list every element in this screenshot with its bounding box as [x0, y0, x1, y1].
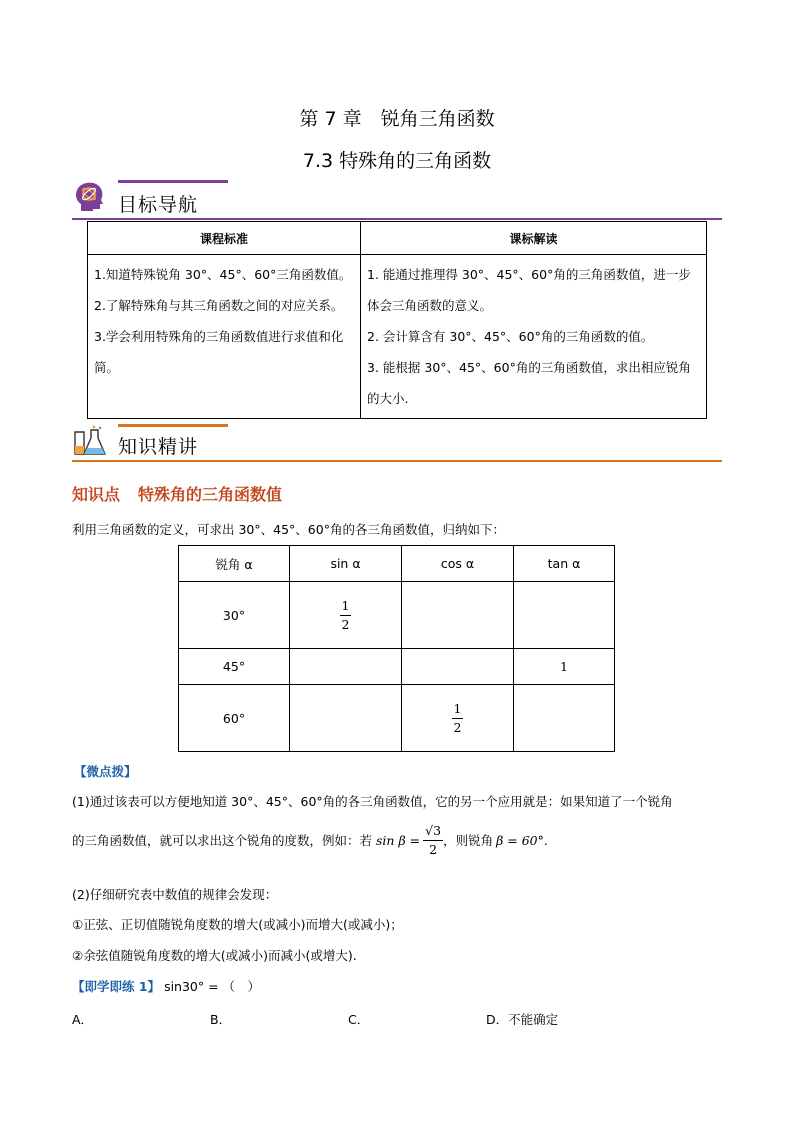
header-angle: 锐角 α — [179, 546, 290, 582]
objectives-standard-cell — [88, 255, 361, 419]
fraction: $\frac{1}{2}$ — [341, 597, 350, 632]
sin-cell — [290, 685, 402, 752]
flask-icon — [72, 424, 108, 464]
knowledge-divider — [72, 460, 722, 462]
objectives-header-standard: 课程标准 — [88, 222, 361, 255]
interpretation-item: 1. 能通过推理得 30°、45°、60°角的三角函数值，进一步体会三角函数的意义。 — [367, 267, 691, 313]
objectives-interpretation-cell — [361, 255, 707, 419]
angle-cell: 30° — [179, 582, 290, 649]
angle-cell: 60° — [179, 685, 290, 752]
exercise-label: 【即学即练 1】 — [72, 979, 161, 994]
sin-beta-expression: sin β = — [376, 832, 421, 848]
knowledge-point-title — [72, 482, 300, 505]
trig-values-table — [178, 545, 615, 752]
standard-item: 3.学会利用特殊角的三角函数值进行求值和化简。 — [94, 329, 344, 375]
sin-cell — [290, 582, 402, 649]
goal-heading-accent — [118, 180, 228, 183]
option-c[interactable]: C． — [348, 1012, 370, 1027]
cos-cell — [402, 582, 514, 649]
sin-cell — [290, 649, 402, 685]
standard-item: 2.了解特殊角与其三角函数之间的对应关系。 — [94, 298, 344, 313]
knowledge-heading: 知识精讲 — [118, 436, 199, 458]
objectives-header-interpretation: 课标解读 — [361, 222, 707, 255]
goal-divider — [72, 218, 722, 220]
standard-item: 1.知道特殊锐角 30°、45°、60°三角函数值。 — [94, 267, 352, 282]
exercise-question — [72, 977, 260, 995]
chapter-title: 第 7 章 锐角三角函数 — [299, 108, 495, 130]
tip-paragraph-2: (2)仔细研究表中数值的规律会发现： — [72, 887, 278, 902]
objectives-table — [87, 221, 707, 419]
tip-paragraph-4: ②余弦值随锐角度数的增大(或减小)而减小(或增大). — [72, 948, 357, 963]
beta-result: β = 60° — [496, 832, 544, 848]
header-tan: tan α — [514, 546, 615, 582]
section-title: 7.3 特殊角的三角函数 — [302, 150, 492, 172]
knowledge-heading-accent — [118, 424, 228, 427]
fraction: $\frac{1}{2}$ — [453, 700, 462, 735]
cos-cell — [402, 649, 514, 685]
table-row — [179, 582, 615, 649]
header-sin: sin α — [290, 546, 402, 582]
intro-text: 利用三角函数的定义，可求出 30°、45°、60°角的各三角函数值，归纳如下： — [72, 522, 505, 537]
goal-icon — [72, 180, 108, 220]
knowledge-point-label: 知识点 — [72, 485, 121, 504]
interpretation-item: 2. 会计算含有 30°、45°、60°角的三角函数的值。 — [367, 329, 654, 344]
option-b[interactable]: B． — [210, 1012, 232, 1027]
header-cos: cos α — [402, 546, 514, 582]
cos-cell — [402, 685, 514, 752]
interpretation-item: 3. 能根据 30°、45°、60°角的三角函数值，求出相应锐角的大小. — [367, 360, 691, 406]
tip-paragraph-1a: (1)通过该表可以方便地知道 30°、45°、60°角的各三角函数值，它的另一个应用就是：如果知道了一个锐角 — [72, 794, 673, 809]
tan-cell: 1 — [514, 649, 615, 685]
option-d[interactable]: D．不能确定 — [486, 1012, 559, 1027]
tan-cell — [514, 685, 615, 752]
tip-paragraph-1b: 的三角函数值，就可以求出这个锐角的度数，例如：若 sin β = $\frac{√3}{2}$ ，则锐角 β = 60° . — [72, 823, 548, 857]
tip-paragraph-3: ①正弦、正切值随锐角度数的增大(或减小)而增大(或减小)； — [72, 917, 403, 932]
table-row — [179, 685, 615, 752]
knowledge-point-name: 特殊角的三角函数值 — [138, 485, 283, 504]
angle-cell: 45° — [179, 649, 290, 685]
tan-cell — [514, 582, 615, 649]
table-row — [179, 649, 615, 685]
option-a[interactable]: A． — [72, 1012, 94, 1027]
exercise-text: sin30° = （ ） — [164, 979, 261, 994]
root3-over-2-fraction: $\frac{√3}{2}$ — [425, 823, 442, 857]
goal-heading: 目标导航 — [118, 194, 199, 216]
tip-label: 【微点拨】 — [74, 764, 137, 779]
